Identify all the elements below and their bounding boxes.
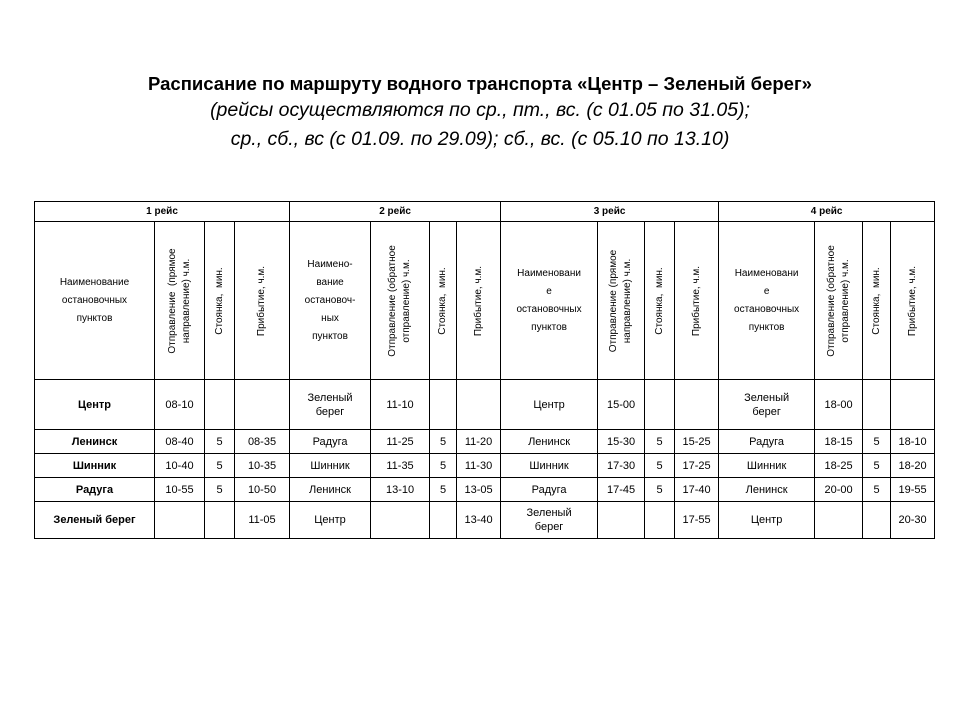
cell-stop-duration bbox=[205, 502, 235, 539]
cell-departure bbox=[815, 502, 863, 539]
cell-stop-duration: 5 bbox=[205, 454, 235, 478]
cell-arrival bbox=[457, 380, 501, 430]
cell-stop-duration: 5 bbox=[430, 430, 457, 454]
header-arrival: Прибытие, ч.м. bbox=[457, 222, 501, 380]
cell-departure: 20-00 bbox=[815, 478, 863, 502]
cell-departure: 15-00 bbox=[598, 380, 645, 430]
cell-stop-duration bbox=[645, 380, 675, 430]
cell-stop-name: Центр bbox=[719, 502, 815, 539]
cell-departure: 11-25 bbox=[371, 430, 430, 454]
header-stop-duration: Стоянка, мин. bbox=[863, 222, 891, 380]
cell-stop-duration bbox=[863, 502, 891, 539]
cell-departure: 18-25 bbox=[815, 454, 863, 478]
cell-stop-duration bbox=[863, 380, 891, 430]
cell-arrival: 11-30 bbox=[457, 454, 501, 478]
cell-stop-name: Радуга bbox=[719, 430, 815, 454]
table-row bbox=[35, 454, 935, 478]
header-stop-name: Наименовани е остановочных пунктов bbox=[501, 222, 598, 380]
cell-stop-name: Радуга bbox=[35, 478, 155, 502]
trip-header-row bbox=[35, 202, 935, 222]
cell-arrival bbox=[891, 380, 935, 430]
cell-arrival bbox=[675, 380, 719, 430]
header-departure: Отправление (прямое направление) ч.м. bbox=[598, 222, 645, 380]
header-departure: Отправление (обратное отправление) ч.м. bbox=[815, 222, 863, 380]
cell-arrival: 11-05 bbox=[235, 502, 290, 539]
table-row bbox=[35, 380, 935, 430]
cell-departure: 10-40 bbox=[155, 454, 205, 478]
cell-departure: 08-40 bbox=[155, 430, 205, 454]
cell-stop-duration: 5 bbox=[645, 430, 675, 454]
cell-departure: 18-15 bbox=[815, 430, 863, 454]
subtitle-line-2: ср., сб., вс (с 01.09. по 29.09); сб., вс. (с 05.10 по 13.10) bbox=[230, 128, 730, 150]
cell-departure: 08-10 bbox=[155, 380, 205, 430]
cell-arrival: 10-50 bbox=[235, 478, 290, 502]
trip-2-header: 2 рейс bbox=[290, 202, 501, 222]
cell-stop-name: Ленинск bbox=[35, 430, 155, 454]
header-arrival: Прибытие, ч.м. bbox=[891, 222, 935, 380]
cell-arrival: 08-35 bbox=[235, 430, 290, 454]
cell-departure: 10-55 bbox=[155, 478, 205, 502]
cell-stop-name: Шинник bbox=[35, 454, 155, 478]
cell-stop-duration: 5 bbox=[863, 478, 891, 502]
header-stop-name: Наименование остановочных пунктов bbox=[35, 222, 155, 380]
cell-arrival: 17-25 bbox=[675, 454, 719, 478]
header-arrival: Прибытие, ч.м. bbox=[235, 222, 290, 380]
cell-stop-name: Ленинск bbox=[290, 478, 371, 502]
cell-stop-name: Шинник bbox=[719, 454, 815, 478]
cell-stop-name: Зеленый берег bbox=[719, 380, 815, 430]
cell-stop-duration: 5 bbox=[430, 454, 457, 478]
cell-arrival: 19-55 bbox=[891, 478, 935, 502]
table-row bbox=[35, 430, 935, 454]
cell-stop-duration bbox=[205, 380, 235, 430]
header-arrival: Прибытие, ч.м. bbox=[675, 222, 719, 380]
cell-stop-name: Ленинск bbox=[719, 478, 815, 502]
table-row bbox=[35, 502, 935, 539]
cell-stop-name: Зеленый берег bbox=[290, 380, 371, 430]
trip-1-header: 1 рейс bbox=[35, 202, 290, 222]
cell-stop-name: Шинник bbox=[290, 454, 371, 478]
cell-arrival: 15-25 bbox=[675, 430, 719, 454]
cell-arrival: 13-40 bbox=[457, 502, 501, 539]
cell-arrival: 17-55 bbox=[675, 502, 719, 539]
trip-3-header: 3 рейс bbox=[501, 202, 719, 222]
cell-arrival: 18-10 bbox=[891, 430, 935, 454]
cell-departure bbox=[598, 502, 645, 539]
cell-departure: 11-10 bbox=[371, 380, 430, 430]
cell-departure bbox=[371, 502, 430, 539]
cell-arrival: 11-20 bbox=[457, 430, 501, 454]
cell-stop-name: Центр bbox=[35, 380, 155, 430]
cell-stop-name: Шинник bbox=[501, 454, 598, 478]
cell-stop-duration: 5 bbox=[205, 430, 235, 454]
header-departure: Отправление (прямое направление) ч.м. bbox=[155, 222, 205, 380]
cell-departure: 15-30 bbox=[598, 430, 645, 454]
cell-stop-duration: 5 bbox=[645, 454, 675, 478]
cell-stop-duration bbox=[645, 502, 675, 539]
cell-stop-name: Ленинск bbox=[501, 430, 598, 454]
cell-arrival: 13-05 bbox=[457, 478, 501, 502]
cell-arrival: 20-30 bbox=[891, 502, 935, 539]
titles-block bbox=[0, 72, 960, 154]
cell-stop-duration: 5 bbox=[863, 430, 891, 454]
cell-departure: 17-30 bbox=[598, 454, 645, 478]
cell-stop-name: Радуга bbox=[501, 478, 598, 502]
cell-stop-duration: 5 bbox=[430, 478, 457, 502]
cell-stop-name: Центр bbox=[290, 502, 371, 539]
cell-stop-duration: 5 bbox=[863, 454, 891, 478]
page-title: Расписание по маршруту водного транспорта «Центр – Зеленый берег» bbox=[148, 73, 812, 94]
cell-arrival: 18-20 bbox=[891, 454, 935, 478]
header-stop-name: Наименовани е остановочных пунктов bbox=[719, 222, 815, 380]
cell-stop-name: Радуга bbox=[290, 430, 371, 454]
cell-stop-name: Зеленый берег bbox=[501, 502, 598, 539]
header-stop-duration: Стоянка, мин. bbox=[205, 222, 235, 380]
cell-departure: 18-00 bbox=[815, 380, 863, 430]
cell-stop-duration: 5 bbox=[645, 478, 675, 502]
header-stop-name: Наимено- вание остановоч- ных пунктов bbox=[290, 222, 371, 380]
header-departure: Отправление (обратное отправление) ч.м. bbox=[371, 222, 430, 380]
cell-stop-name: Зеленый берег bbox=[35, 502, 155, 539]
cell-departure: 11-35 bbox=[371, 454, 430, 478]
cell-arrival bbox=[235, 380, 290, 430]
cell-stop-duration: 5 bbox=[205, 478, 235, 502]
table-row bbox=[35, 478, 935, 502]
cell-stop-duration bbox=[430, 502, 457, 539]
header-stop-duration: Стоянка, мин. bbox=[430, 222, 457, 380]
cell-departure: 13-10 bbox=[371, 478, 430, 502]
trip-4-header: 4 рейс bbox=[719, 202, 935, 222]
subtitle-line-1: (рейсы осуществляются по ср., пт., вс. (с 01.05 по 31.05); bbox=[210, 99, 750, 121]
column-header-row bbox=[35, 222, 935, 380]
header-stop-duration: Стоянка, мин. bbox=[645, 222, 675, 380]
cell-arrival: 17-40 bbox=[675, 478, 719, 502]
cell-arrival: 10-35 bbox=[235, 454, 290, 478]
cell-departure: 17-45 bbox=[598, 478, 645, 502]
cell-departure bbox=[155, 502, 205, 539]
schedule-table bbox=[34, 201, 935, 539]
cell-stop-name: Центр bbox=[501, 380, 598, 430]
cell-stop-duration bbox=[430, 380, 457, 430]
